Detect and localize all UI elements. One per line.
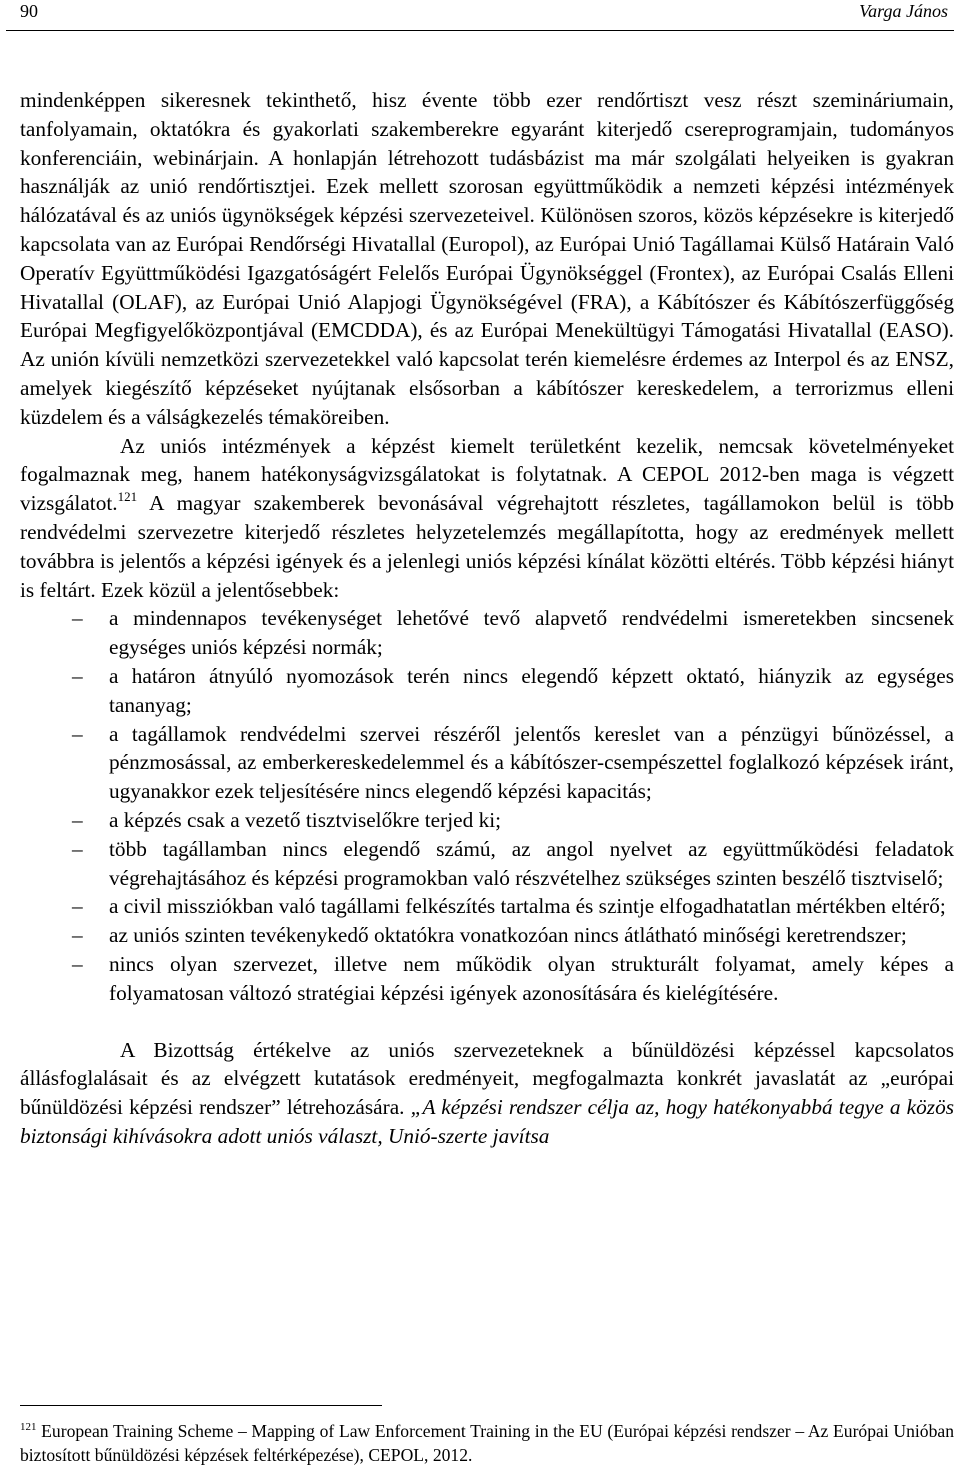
list-item-text: a tagállamok rendvédelmi szervei részéről jelentős kereslet van a pénzügyi bűnözéssel, a pénzmosással, az emberkereskedelemmel és a kábítószer-csempészettel foglalkozó képzések iránt, ugyanakkor ezek teljesítésére nincs elegendő képzési kapacitás;	[109, 721, 954, 804]
dash-bullet: –	[72, 836, 83, 861]
paragraph-spacer	[20, 1008, 954, 1036]
list-item	[20, 950, 954, 1008]
list-item	[20, 806, 954, 835]
footnote-separator	[20, 1405, 382, 1406]
paragraph-2	[20, 432, 954, 605]
list-item	[20, 720, 954, 806]
page-number: 90	[20, 1, 38, 21]
list-item-text: a határon átnyúló nyomozások terén nincs elegendő képzett oktató, hiányzik az egységes tananyag;	[109, 663, 954, 717]
dash-bullet: –	[72, 923, 83, 948]
paragraph-2-text-a: Az uniós intézmények a képzést kiemelt területként kezelik, nemcsak követelményeket fogalmaznak meg, hanem hatékonyságvizsgálatokat is folytatnak. A CEPOL 2012-ben maga is végzett vizsgálatot.	[20, 433, 954, 516]
dash-bullet: –	[72, 663, 83, 688]
paragraph-1: mindenképpen sikeresnek tekinthető, hisz évente több ezer rendőrtiszt vesz részt szemináriumain, tanfolyamain, oktatókra és gyakorlati szakemberekre egyaránt kiterjedő csereprogramjain, tudományos konferenciáin, webinárjain. A honlapján létrehozott tudásbázist ma már szolgálati helyeiken is gyakran használják az unió rendőrtisztjei. Ezek mellett szorosan együttműködik a nemzeti képzési intézmények hálózatával és az uniós ügynökségek képzési szervezeteivel. Különösen szoros, közös képzésekre is kiterjedő kapcsolata van az Európai Rendőrségi Hivatallal (Europol), az Európai Unió Tagállamai Külső Határain Való Operatív Együttműködési Igazgatóságért Felelős Európai Ügynökséggel (Frontex), az Európai Csalás Elleni Hivatallal (OLAF), az Európai Unió Alapjogi Ügynökségével (FRA), a Kábítószer és Kábítószerfüggőség Európai Megfigyelőközpontjával (EMCDDA), és az Európai Menekültügyi Támogatási Hivatallal (EASO). Az unión kívüli nemzetközi szervezetekkel való kapcsolat terén kiemelésre érdemes az Interpol és az ENSZ, amelyek kiegészítő képzéseket nyújtanak elsősorban a kábítószer kereskedelem, a terrorizmus elleni küzdelem és a válságkezelés témaköreiben.	[20, 88, 954, 429]
list-item-text: nincs olyan szervezet, illetve nem működik olyan strukturált folyamat, amely képes a folyamatosan változó stratégiai képzési igények azonosítására és kielégítésére.	[109, 951, 954, 1005]
dash-bullet: –	[72, 951, 83, 976]
list-item	[20, 604, 954, 662]
list-item	[20, 835, 954, 893]
list-item-text: több tagállamban nincs elegendő számú, az angol nyelvet az együttműködési feladatok végrehajtásához és képzési programokban való részvételhez szükséges szinten beszélő tisztviselő;	[109, 836, 954, 890]
dash-bullet: –	[72, 894, 83, 919]
paragraph-3	[20, 1036, 954, 1151]
list-item-text: a civil missziókban való tagállami felkészítés tartalma és szintje elfogadhatatlan mértékben eltérő;	[109, 894, 946, 919]
page-header	[6, 0, 954, 31]
paragraph-3-text: A Bizottság értékelve az uniós szervezeteknek a bűnüldözési képzéssel kapcsolatos állásfoglalásait és az elvégzett kutatások eredményeit, megfogalmazta konkrét javaslatát az „európai bűnüldözési képzési rendszer” létrehozására.	[20, 1037, 954, 1120]
footnote-number: 121	[20, 1421, 37, 1433]
list-item-text: a mindennapos tevékenységet lehetővé tevő alapvető rendvédelmi ismeretekben sincsenek egységes uniós képzési normák;	[109, 606, 954, 660]
paragraph-3-quote: „A képzési rendszer célja az, hogy hatékonyabbá tegye a közös biztonsági kihívásokra adott uniós választ, Unió-szerte javítsa	[20, 1095, 955, 1148]
body-text	[20, 86, 954, 1151]
list-item	[20, 921, 954, 950]
paragraph-2-text-b: A magyar szakemberek bevonásával végrehajtott részletes, tagállamokon belül is több rendvédelmi szervezetre kiterjedő részletes helyzetelemzés megállapította, hogy az eredmények mellett továbbra is jelentős a képzési igények és a jelenlegi uniós képzési kínálat közötti eltérés. Több képzési hiányt is feltárt. Ezek közül a jelentősebbek:	[20, 491, 954, 602]
footnote-121	[20, 1419, 954, 1467]
footnote-ref-121[interactable]: 121	[117, 489, 138, 505]
list-item	[20, 892, 954, 921]
footnote-text: European Training Scheme – Mapping of Law Enforcement Training in the EU (Európai képzési rendszer – Az Európai Unióban biztosított bűnüldözési képzések feltérképezése), CEPOL, 2012.	[20, 1421, 954, 1465]
list-item-text: az uniós szinten tevékenykedő oktatókra vonatkozóan nincs átlátható minőségi keretrendszer;	[109, 923, 907, 948]
deficiency-list	[20, 604, 954, 1007]
running-head-author: Varga János	[859, 1, 948, 21]
list-item	[20, 662, 954, 720]
dash-bullet: –	[72, 807, 83, 832]
list-item-text: a képzés csak a vezető tisztviselőkre terjed ki;	[109, 807, 502, 832]
dash-bullet: –	[72, 606, 83, 631]
dash-bullet: –	[72, 721, 83, 746]
